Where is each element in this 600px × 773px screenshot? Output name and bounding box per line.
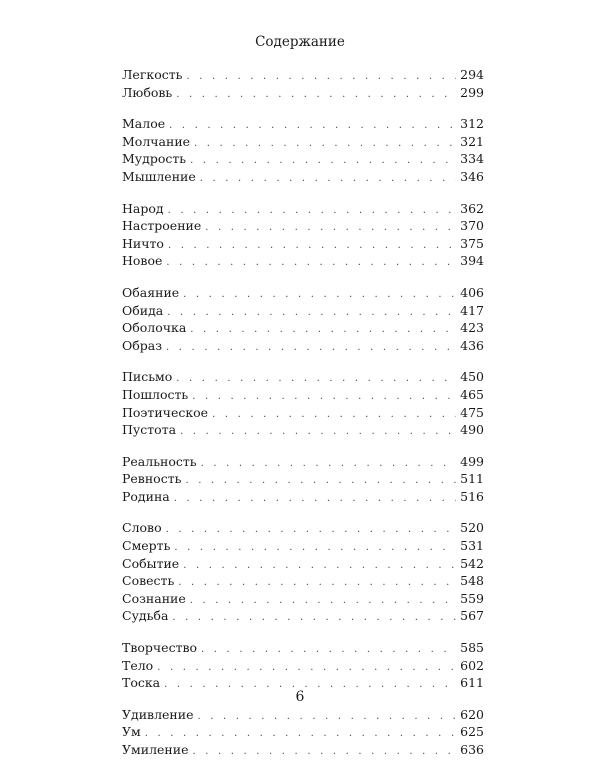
toc-entry-page: 375 [460, 235, 484, 251]
toc-entry-page: 299 [460, 84, 484, 100]
dot-leader [200, 170, 456, 188]
toc-entry-title: Настроение [122, 218, 202, 234]
dot-leader [201, 641, 456, 659]
toc-entry-page: 475 [460, 404, 484, 420]
toc-entry-page: 450 [460, 369, 484, 385]
page-number: 6 [295, 689, 305, 705]
toc-entry-page: 321 [460, 133, 484, 149]
dot-leader [185, 472, 456, 490]
dot-leader [183, 286, 456, 304]
toc-entry[interactable] [122, 607, 484, 625]
dot-leader [183, 557, 456, 575]
toc-entry-page: 520 [460, 520, 484, 536]
dot-leader [186, 68, 456, 86]
toc-entry[interactable] [122, 302, 484, 320]
toc-entry[interactable] [122, 200, 484, 218]
dot-leader [176, 86, 456, 104]
toc-entry-page: 465 [460, 386, 484, 402]
toc-entry[interactable] [122, 555, 484, 573]
toc-entry-title: Ум [122, 724, 141, 740]
toc-entry[interactable] [122, 519, 484, 537]
toc-entry-title: Образ [122, 337, 163, 353]
toc-entry[interactable] [122, 537, 484, 555]
toc-entry-title: Любовь [122, 84, 173, 100]
toc-entry-title: Мудрость [122, 151, 187, 167]
toc-entry[interactable] [122, 252, 484, 270]
dot-leader [205, 219, 456, 237]
toc-entry-title: Малое [122, 116, 166, 132]
toc-entry-title: Родина [122, 488, 170, 504]
toc-entry[interactable] [122, 657, 484, 675]
toc-entry-title: Обида [122, 302, 164, 318]
toc-entry-page: 312 [460, 116, 484, 132]
toc-entry[interactable] [122, 590, 484, 608]
toc-entry-title: Тоска [122, 675, 161, 691]
toc-entry-page: 370 [460, 218, 484, 234]
toc-entry-page: 516 [460, 488, 484, 504]
toc-entry-title: Мышление [122, 168, 196, 184]
toc-entry-title: Поэтическое [122, 404, 209, 420]
toc-entry-title: Удивление [122, 706, 194, 722]
dot-leader [194, 135, 456, 153]
page-title: Содержание [255, 34, 345, 50]
toc-group [122, 284, 484, 354]
toc-entry[interactable] [122, 386, 484, 404]
toc-entry-page: 394 [460, 253, 484, 269]
toc-entry-title: Реальность [122, 453, 197, 469]
toc-entry[interactable] [122, 706, 484, 724]
toc-entry-title: Письмо [122, 369, 173, 385]
toc-group [122, 200, 484, 270]
toc-entry-page: 490 [460, 422, 484, 438]
dot-leader [201, 455, 457, 473]
dot-leader [176, 370, 456, 388]
dot-leader [169, 117, 456, 135]
toc-entry-page: 611 [460, 675, 484, 691]
toc-entry[interactable] [122, 337, 484, 355]
toc-entry-page: 294 [460, 67, 484, 82]
toc-entry-page: 585 [460, 640, 484, 656]
toc-entry[interactable] [122, 168, 484, 186]
toc-entry-title: Пустота [122, 422, 177, 438]
toc-entry-page: 531 [460, 538, 484, 554]
dot-leader [212, 406, 456, 424]
dot-leader [168, 237, 456, 255]
toc-group [122, 519, 484, 625]
toc-entry-title: Судьба [122, 608, 169, 624]
dot-leader [198, 708, 457, 726]
toc-entry-page: 499 [460, 453, 484, 469]
toc-entry-title: Ничто [122, 235, 164, 251]
toc-group [122, 115, 484, 185]
toc-entry-page: 625 [460, 724, 484, 740]
dot-leader [193, 743, 457, 761]
toc-entry[interactable] [122, 84, 484, 102]
toc-entry-title: Обаяние [122, 284, 180, 300]
toc-entry-title: Новое [122, 253, 163, 269]
toc-entry-page: 362 [460, 200, 484, 216]
dot-leader [192, 388, 456, 406]
toc-group [122, 639, 484, 692]
toc-entry[interactable] [122, 66, 484, 84]
dot-leader [168, 202, 457, 220]
toc-entry-page: 423 [460, 320, 484, 336]
toc-entry-page: 346 [460, 168, 484, 184]
toc-entry-title: Творчество [122, 640, 198, 656]
dot-leader [157, 659, 456, 677]
dot-leader [174, 539, 456, 557]
toc-group [122, 368, 484, 438]
toc-entry-title: Пошлость [122, 386, 189, 402]
toc-entry-page: 602 [460, 657, 484, 673]
toc-entry[interactable] [122, 453, 484, 471]
toc-entry-page: 436 [460, 337, 484, 353]
toc-entry-page: 620 [460, 706, 484, 722]
toc-entry[interactable] [122, 217, 484, 235]
toc-group [122, 66, 484, 101]
toc-entry[interactable] [122, 319, 484, 337]
dot-leader [174, 490, 456, 508]
toc-entry-title: Слово [122, 520, 162, 536]
toc-entry[interactable] [122, 723, 484, 741]
toc-entry-page: 511 [460, 471, 484, 487]
toc-group [122, 706, 484, 759]
toc-entry-page: 636 [460, 742, 484, 757]
toc-entry-title: Умиление [122, 742, 189, 757]
toc-entry-title: Ревность [122, 471, 182, 487]
toc-entry-title: Народ [122, 200, 164, 216]
toc-entry-page: 559 [460, 590, 484, 606]
toc-entry[interactable] [122, 133, 484, 151]
toc-entry-page: 548 [460, 573, 484, 589]
dot-leader [178, 574, 456, 592]
toc-entry[interactable] [122, 150, 484, 168]
toc-entry[interactable] [122, 368, 484, 386]
table-of-contents [122, 66, 484, 773]
toc-entry[interactable] [122, 115, 484, 133]
toc-entry-page: 417 [460, 302, 484, 318]
dot-leader [166, 339, 456, 357]
toc-entry[interactable] [122, 284, 484, 302]
toc-entry-title: Тело [122, 657, 154, 673]
toc-entry[interactable] [122, 421, 484, 439]
toc-entry-title: Легкость [122, 67, 183, 82]
toc-group [122, 453, 484, 506]
dot-leader [190, 152, 456, 170]
dot-leader [190, 592, 456, 610]
toc-entry-page: 542 [460, 555, 484, 571]
dot-leader [172, 609, 456, 627]
toc-entry-title: Смерть [122, 538, 171, 554]
toc-entry-title: Сознание [122, 590, 186, 606]
toc-entry-title: Молчание [122, 133, 191, 149]
dot-leader [190, 321, 456, 339]
toc-entry[interactable] [122, 404, 484, 422]
toc-entry[interactable] [122, 470, 484, 488]
toc-entry[interactable] [122, 488, 484, 506]
toc-entry[interactable] [122, 572, 484, 590]
toc-entry[interactable] [122, 235, 484, 253]
toc-entry-page: 567 [460, 608, 484, 624]
dot-leader [166, 521, 457, 539]
dot-leader [166, 254, 456, 272]
toc-entry-page: 334 [460, 151, 484, 167]
toc-entry-title: Совесть [122, 573, 175, 589]
dot-leader [180, 423, 456, 441]
toc-entry-page: 406 [460, 284, 484, 300]
toc-entry-title: Событие [122, 555, 180, 571]
toc-entry[interactable] [122, 639, 484, 657]
dot-leader [167, 304, 456, 322]
toc-entry-title: Оболочка [122, 320, 187, 336]
